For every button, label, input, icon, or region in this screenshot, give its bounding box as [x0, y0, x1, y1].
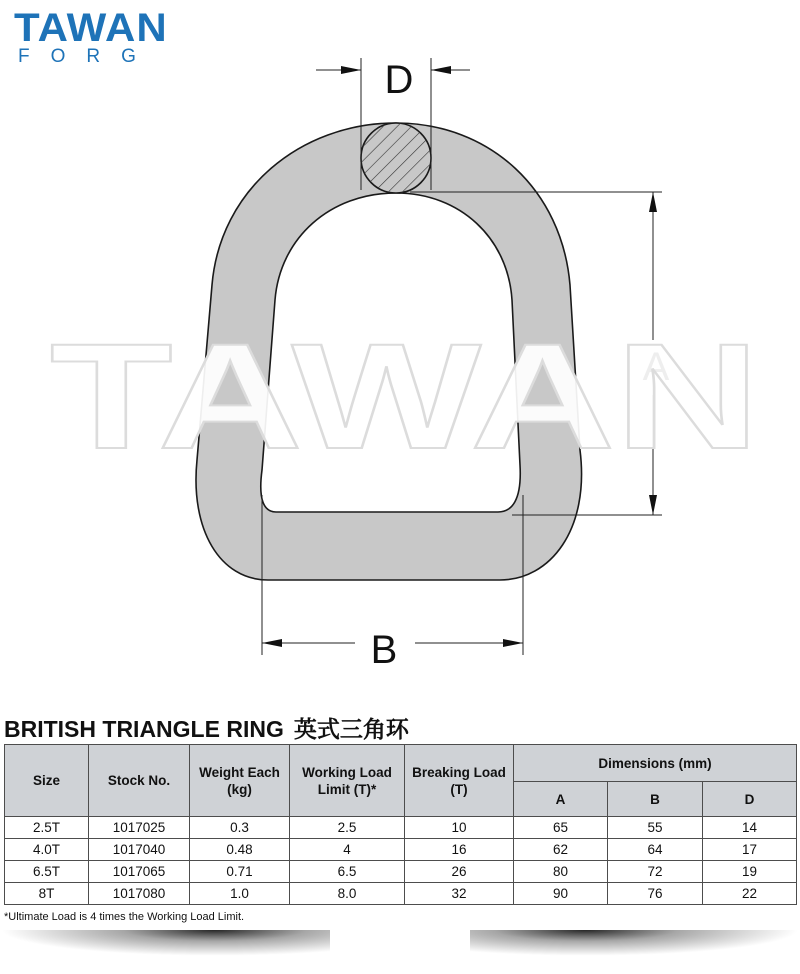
header-dimensions: Dimensions (mm)	[514, 745, 797, 782]
product-title-cn: 英式三角环	[293, 717, 409, 743]
header-dim-d: D	[703, 782, 797, 817]
brand-logo-sub: FORG	[18, 46, 157, 67]
cell-size: 6.5T	[5, 861, 89, 883]
cell-size: 2.5T	[5, 817, 89, 839]
cell-weight: 1.0	[190, 883, 290, 905]
cell-breaking-load: 10	[405, 817, 514, 839]
cell-working-load-limit: 8.0	[290, 883, 405, 905]
cell-working-load-limit: 6.5	[290, 861, 405, 883]
spec-table-body	[5, 817, 797, 905]
dim-d-label: D	[384, 58, 414, 102]
cell-breaking-load: 26	[405, 861, 514, 883]
cell-breaking-load: 16	[405, 839, 514, 861]
table-row	[5, 817, 797, 839]
cell-dim-b: 76	[608, 883, 703, 905]
header-working-load-limit: Working Load Limit (T)*	[290, 745, 405, 817]
decorative-shadow-left	[0, 930, 330, 956]
cell-size: 8T	[5, 883, 89, 905]
cell-working-load-limit: 4	[290, 839, 405, 861]
cell-dim-d: 19	[703, 861, 797, 883]
cell-stock-no: 1017040	[89, 839, 190, 861]
cell-dim-a: 90	[514, 883, 608, 905]
cell-dim-b: 64	[608, 839, 703, 861]
cell-dim-b: 72	[608, 861, 703, 883]
table-row	[5, 839, 797, 861]
cell-stock-no: 1017080	[89, 883, 190, 905]
cell-breaking-load: 32	[405, 883, 514, 905]
product-title	[4, 711, 409, 744]
dim-b-label: B	[370, 628, 398, 672]
cell-dim-a: 65	[514, 817, 608, 839]
brand-logo-name: TAWAN	[14, 6, 168, 50]
cell-weight: 0.48	[190, 839, 290, 861]
footnote: *Ultimate Load is 4 times the Working Load Limit.	[4, 911, 245, 923]
header-dim-a: A	[514, 782, 608, 817]
table-row	[5, 883, 797, 905]
cell-dim-d: 22	[703, 883, 797, 905]
cell-dim-a: 62	[514, 839, 608, 861]
header-stock-no: Stock No.	[89, 745, 190, 817]
header-breaking-load: Breaking Load (T)	[405, 745, 514, 817]
cell-weight: 0.3	[190, 817, 290, 839]
cell-dim-b: 55	[608, 817, 703, 839]
header-dim-b: B	[608, 782, 703, 817]
cell-working-load-limit: 2.5	[290, 817, 405, 839]
watermark-text: TAWAN	[50, 312, 760, 480]
cell-dim-d: 17	[703, 839, 797, 861]
spec-table	[4, 744, 797, 905]
dim-a-label: A	[642, 345, 670, 389]
header-weight: Weight Each (kg)	[190, 745, 290, 817]
cell-dim-d: 14	[703, 817, 797, 839]
header-size: Size	[5, 745, 89, 817]
cell-weight: 0.71	[190, 861, 290, 883]
cell-stock-no: 1017065	[89, 861, 190, 883]
cell-size: 4.0T	[5, 839, 89, 861]
decorative-shadow-right	[470, 930, 800, 956]
product-title-en: BRITISH TRIANGLE RING	[4, 716, 284, 742]
table-row	[5, 861, 797, 883]
cell-stock-no: 1017025	[89, 817, 190, 839]
cell-dim-a: 80	[514, 861, 608, 883]
